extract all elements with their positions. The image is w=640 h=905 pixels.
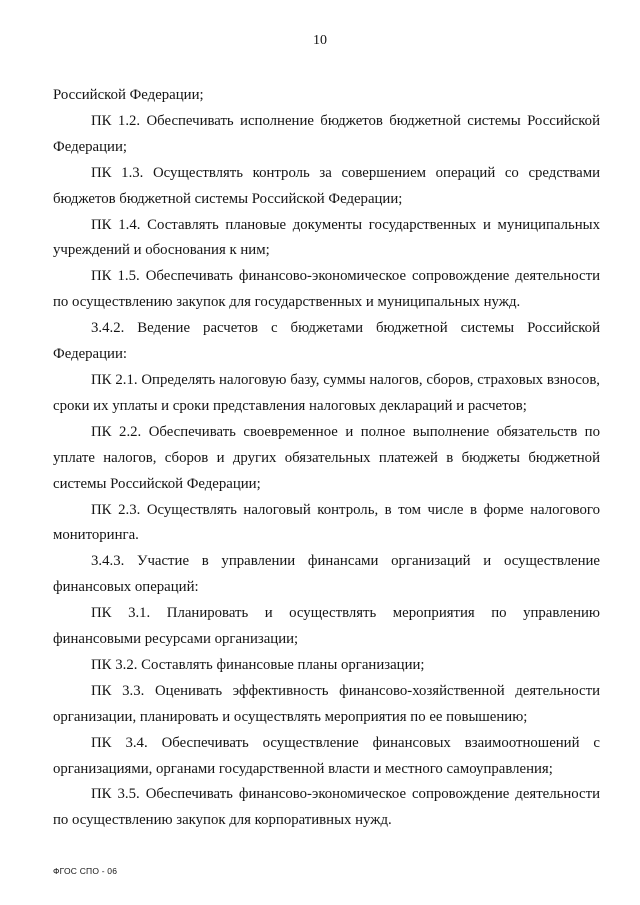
paragraph-pk-1-5: ПК 1.5. Обеспечивать финансово-экономическое сопровождение деятельности по осуществлению закупок для государственных и муниципальных нужд.	[53, 268, 600, 311]
paragraph-pk-3-4: ПК 3.4. Обеспечивать осуществление финансовых взаимоотношений с организациями, органами государственной власти и местного самоуправления;	[53, 734, 600, 777]
paragraph-pk-3-1: ПК 3.1. Планировать и осуществлять мероприятия по управлению финансовыми ресурсами организации;	[53, 605, 600, 648]
paragraph-pk-3-2: ПК 3.2. Составлять финансовые планы организации;	[91, 656, 425, 673]
paragraph-pk-1-2: ПК 1.2. Обеспечивать исполнение бюджетов бюджетной системы Российской Федерации;	[53, 112, 600, 155]
section-heading-3-4-3: 3.4.3. Участие в управлении финансами организаций и осуществление финансовых операций:	[53, 553, 600, 596]
paragraph: Российской Федерации;	[53, 87, 204, 103]
section-heading-3-4-2: 3.4.2. Ведение расчетов с бюджетами бюджетной системы Российской Федерации:	[53, 320, 600, 363]
paragraph-pk-1-4: ПК 1.4. Составлять плановые документы государственных и муниципальных учреждений и обоснования к ним;	[53, 216, 600, 259]
paragraph-pk-1-3: ПК 1.3. Осуществлять контроль за совершением операций со средствами бюджетов бюджетной системы Российской Федерации;	[53, 164, 600, 207]
document-body	[53, 83, 600, 834]
footer-document-code: ФГОС СПО - 06	[53, 866, 118, 876]
paragraph-pk-2-3: ПК 2.3. Осуществлять налоговый контроль, в том числе в форме налогового мониторинга.	[53, 501, 600, 544]
paragraph-pk-2-2: ПК 2.2. Обеспечивать своевременное и полное выполнение обязательств по уплате налогов, сборов и других обязательных платежей в бюджеты бюджетной системы Российской Федерации;	[53, 423, 600, 492]
paragraph-pk-3-3: ПК 3.3. Оценивать эффективность финансово-хозяйственной деятельности организации, планировать и осуществлять мероприятия по ее повышению;	[53, 682, 600, 725]
paragraph-pk-3-5: ПК 3.5. Обеспечивать финансово-экономическое сопровождение деятельности по осуществлению закупок для корпоративных нужд.	[53, 786, 600, 829]
page-number: 10	[313, 33, 327, 48]
paragraph-pk-2-1: ПК 2.1. Определять налоговую базу, суммы налогов, сборов, страховых взносов, сроки их уплаты и сроки представления налоговых деклараций и расчетов;	[53, 371, 600, 414]
